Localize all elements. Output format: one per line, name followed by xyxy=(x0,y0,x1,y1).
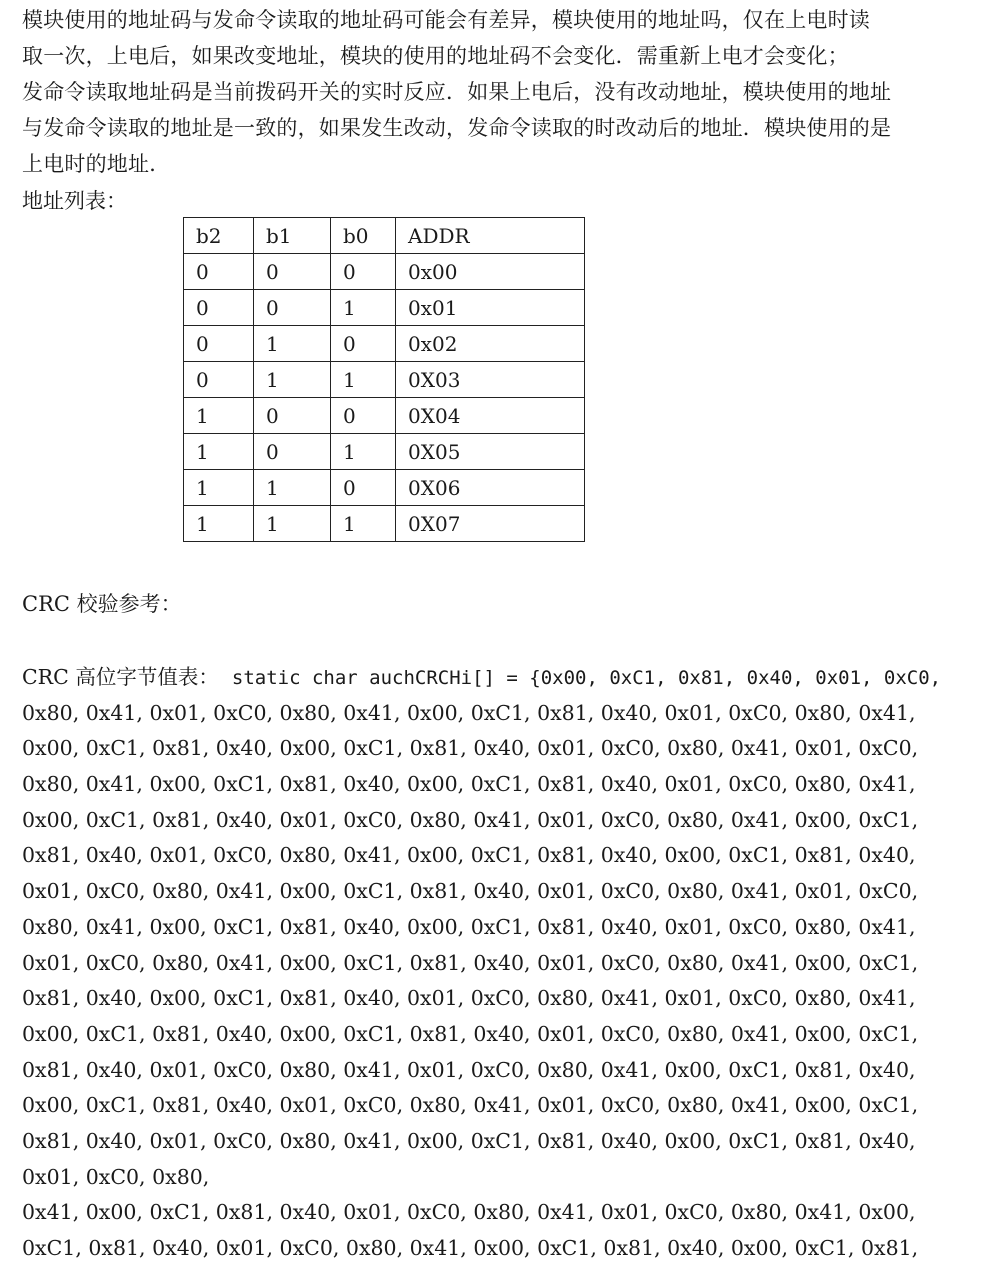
table-cell: 0 xyxy=(331,326,396,362)
table-cell: 0 xyxy=(254,254,331,290)
explain-line: 上电时的地址． xyxy=(22,152,171,176)
crc-code-line: 0x00, 0xC1, 0x81, 0x40, 0x01, 0xC0, 0x80, 0x41, 0x01, 0xC0, 0x80, 0x41, 0x00, 0xC1, xyxy=(22,807,919,832)
intro-line: 模块使用的地址码与发命令读取的地址码可能会有差异，模块使用的地址吗，仅在上电时读 xyxy=(22,8,870,32)
table-cell: 0 xyxy=(184,254,254,290)
explain-line: 发命令读取地址码是当前拨码开关的实时反应．如果上电后，没有改动地址，模块使用的地址 xyxy=(22,80,892,104)
table-cell: 0 xyxy=(184,290,254,326)
table-cell: 0x01 xyxy=(396,290,585,326)
explain-paragraph xyxy=(22,74,977,182)
crc-code-line: 0x80, 0x41, 0x00, 0xC1, 0x81, 0x40, 0x00, 0xC1, 0x81, 0x40, 0x01, 0xC0, 0x80, 0x41, xyxy=(22,914,916,939)
table-row xyxy=(184,290,585,326)
address-list-label: 地址列表： xyxy=(22,189,127,213)
table-cell: 1 xyxy=(254,362,331,398)
intro-line: 取一次，上电后，如果改变地址，模块的使用的地址码不会变化．需重新上电才会变化； xyxy=(22,44,849,68)
table-cell: 0 xyxy=(254,290,331,326)
crc-code-line: 0x01, 0xC0, 0x80, xyxy=(22,1164,210,1189)
table-cell: 0 xyxy=(254,398,331,434)
table-cell: 0X06 xyxy=(396,470,585,506)
header-cell: b0 xyxy=(331,218,396,254)
crc-hi-table xyxy=(22,660,977,1267)
table-cell: 1 xyxy=(254,470,331,506)
crc-label: CRC 校验参考： xyxy=(22,592,182,616)
header-cell: ADDR xyxy=(396,218,585,254)
table-row xyxy=(184,254,585,290)
table-cell: 1 xyxy=(254,506,331,542)
table-cell: 0X05 xyxy=(396,434,585,470)
table-cell: 1 xyxy=(184,434,254,470)
crc-table-title: CRC 高位字节值表： xyxy=(22,665,219,689)
table-cell: 1 xyxy=(331,434,396,470)
table-row xyxy=(184,362,585,398)
table-cell: 0X04 xyxy=(396,398,585,434)
table-header-row xyxy=(184,218,585,254)
explain-line: 与发命令读取的地址是一致的，如果发生改动，发命令读取的时改动后的地址．模块使用的是 xyxy=(22,116,892,140)
table-cell: 1 xyxy=(254,326,331,362)
table-row xyxy=(184,434,585,470)
crc-code-line: 0x01, 0xC0, 0x80, 0x41, 0x00, 0xC1, 0x81, 0x40, 0x01, 0xC0, 0x80, 0x41, 0x00, 0xC1, xyxy=(22,950,919,975)
crc-code-line: 0x00, 0xC1, 0x81, 0x40, 0x00, 0xC1, 0x81, 0x40, 0x01, 0xC0, 0x80, 0x41, 0x00, 0xC1, xyxy=(22,1021,919,1046)
crc-code-line: 0xC1, 0x81, 0x40, 0x01, 0xC0, 0x80, 0x41, 0x00, 0xC1, 0x81, 0x40, 0x00, 0xC1, 0x81, xyxy=(22,1236,919,1260)
table-row xyxy=(184,398,585,434)
table-row xyxy=(184,506,585,542)
address-table xyxy=(183,217,585,542)
table-cell: 0 xyxy=(184,326,254,362)
table-cell: 0x02 xyxy=(396,326,585,362)
table-cell: 0 xyxy=(254,434,331,470)
crc-code-line: 0x00, 0xC1, 0x81, 0x40, 0x00, 0xC1, 0x81, 0x40, 0x01, 0xC0, 0x80, 0x41, 0x01, 0xC0, xyxy=(22,736,919,761)
intro-paragraph xyxy=(22,2,977,74)
crc-code-line: 0x41, 0x00, 0xC1, 0x81, 0x40, 0x01, 0xC0, 0x80, 0x41, 0x01, 0xC0, 0x80, 0x41, 0x00, xyxy=(22,1200,916,1225)
table-cell: 0 xyxy=(331,398,396,434)
table-row xyxy=(184,470,585,506)
table-cell: 1 xyxy=(331,290,396,326)
crc-code-line: 0x81, 0x40, 0x01, 0xC0, 0x80, 0x41, 0x00, 0xC1, 0x81, 0x40, 0x00, 0xC1, 0x81, 0x40, xyxy=(22,1128,916,1153)
header-cell: b1 xyxy=(254,218,331,254)
table-cell: 1 xyxy=(331,506,396,542)
crc-code-line: 0x81, 0x40, 0x01, 0xC0, 0x80, 0x41, 0x00, 0xC1, 0x81, 0x40, 0x00, 0xC1, 0x81, 0x40, xyxy=(22,843,916,868)
table-row xyxy=(184,326,585,362)
crc-code-line: 0x81, 0x40, 0x00, 0xC1, 0x81, 0x40, 0x01, 0xC0, 0x80, 0x41, 0x01, 0xC0, 0x80, 0x41, xyxy=(22,986,916,1011)
table-cell: 0 xyxy=(184,362,254,398)
table-cell: 1 xyxy=(184,398,254,434)
crc-code-line: 0x01, 0xC0, 0x80, 0x41, 0x00, 0xC1, 0x81, 0x40, 0x01, 0xC0, 0x80, 0x41, 0x01, 0xC0, xyxy=(22,879,919,904)
table-cell: 0X07 xyxy=(396,506,585,542)
header-cell: b2 xyxy=(184,218,254,254)
crc-code-line: 0x00, 0xC1, 0x81, 0x40, 0x01, 0xC0, 0x80, 0x41, 0x01, 0xC0, 0x80, 0x41, 0x00, 0xC1, xyxy=(22,1093,919,1118)
table-cell: 0 xyxy=(331,254,396,290)
crc-table-heading xyxy=(22,660,977,696)
crc-declaration: static char auchCRCHi[] = {0x00, 0xC1, 0x81, 0x40, 0x01, 0xC0, xyxy=(231,667,942,689)
table-cell: 0 xyxy=(331,470,396,506)
table-cell: 1 xyxy=(331,362,396,398)
crc-code-line: 0x80, 0x41, 0x01, 0xC0, 0x80, 0x41, 0x00, 0xC1, 0x81, 0x40, 0x01, 0xC0, 0x80, 0x41, xyxy=(22,700,916,725)
table-cell: 1 xyxy=(184,506,254,542)
crc-code-line: 0x80, 0x41, 0x00, 0xC1, 0x81, 0x40, 0x00, 0xC1, 0x81, 0x40, 0x01, 0xC0, 0x80, 0x41, xyxy=(22,772,916,797)
table-cell: 1 xyxy=(184,470,254,506)
table-cell: 0X03 xyxy=(396,362,585,398)
table-cell: 0x00 xyxy=(396,254,585,290)
crc-code-line: 0x81, 0x40, 0x01, 0xC0, 0x80, 0x41, 0x01, 0xC0, 0x80, 0x41, 0x00, 0xC1, 0x81, 0x40, xyxy=(22,1057,916,1082)
